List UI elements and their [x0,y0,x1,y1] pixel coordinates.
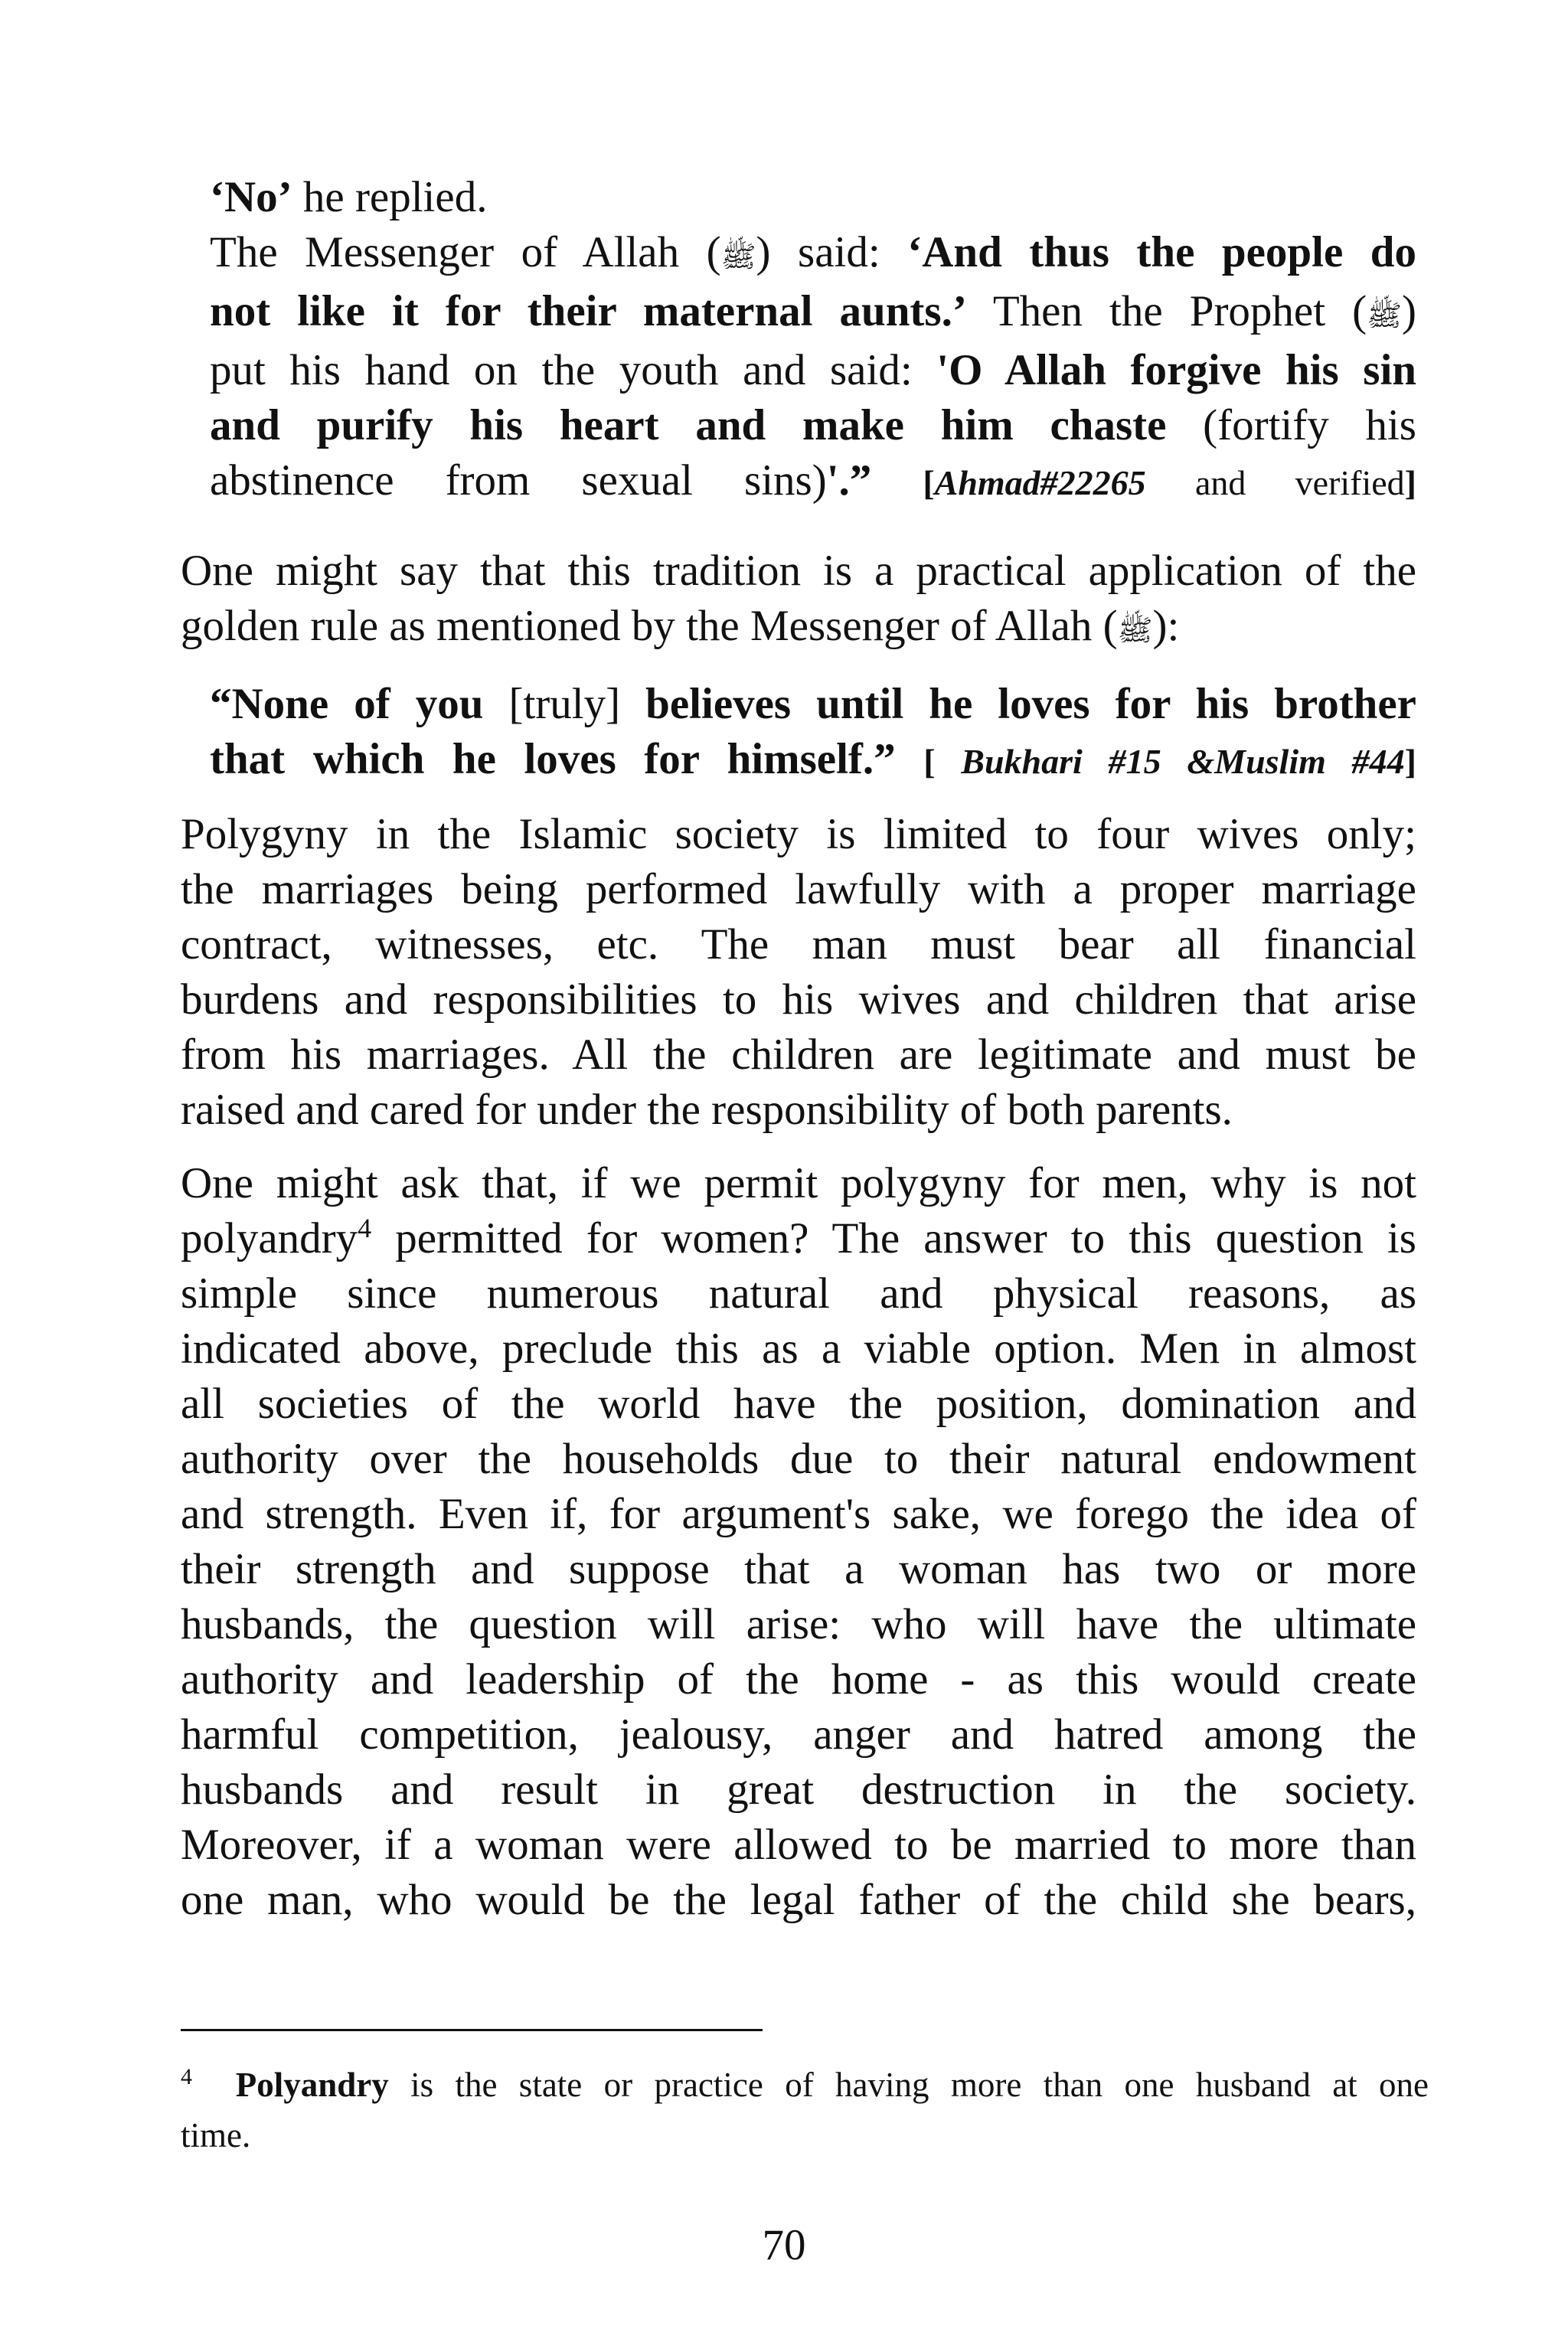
ref-source: Ahmad#22265 [934,462,1146,502]
ref-bracket: ] [1404,462,1416,502]
paragraph-line: authority and leadership of the home - as this would create [181,1655,1416,1704]
paragraph-line: raised and cared for under the responsibility of both parents. [181,1086,1233,1134]
paragraph-line: harmful competition, jealousy, anger and hatred among the [181,1710,1416,1759]
paragraph-line [181,599,1416,658]
quote-bold-text: ‘And thus the people do [907,228,1416,276]
paragraph-line: the marriages being performed lawfully with a proper marriage [181,865,1416,913]
paragraph-text: golden rule as mentioned by the Messenger of Allah ( [181,602,1118,650]
footnote-marker[interactable]: 4 [358,1213,372,1243]
quote-line [210,398,1416,453]
paragraph-line: from his marriages. All the children are legitimate and must be [181,1031,1416,1079]
footnote-text: is the state or practice of having more than one husband at one [388,2066,1429,2104]
paragraph-text: ): [1152,602,1180,650]
quote-bold-text: '.” [826,456,872,505]
paragraph-line: authority over the households due to their natural endowment [181,1435,1416,1483]
ref-bracket: [ [923,462,935,502]
paragraph-line: simple since numerous natural and physical reasons, as [181,1269,1416,1318]
paragraph-line: all societies of the world have the position, domination and [181,1380,1416,1428]
quote-text: put his hand on the youth and said: [210,345,937,394]
pbuh-ligature: ﷺ [1117,612,1153,647]
hadith-bold-text: “None of you [210,680,484,728]
hadith-bold-text: that which he loves for himself.” [210,735,896,783]
paragraph-line: One might say that this tradition is a practical application of the [181,547,1416,595]
hadith-text: [truly] [483,680,646,728]
paragraph-line: indicated above, preclude this as a viable option. Men in almost [181,1325,1416,1373]
paragraph-text: permitted for women? The answer to this question is [371,1214,1416,1263]
hadith-bold-text: believes until he loves for his brother [645,680,1416,728]
reference-citation [923,742,1416,781]
footnote-separator [181,2029,763,2031]
footnote-text: time. [181,2116,251,2154]
footnote [181,2060,1429,2161]
paragraph-line: husbands and result in great destruction in the society. [181,1766,1416,1814]
ref-bracket: ] [1404,742,1416,781]
quote-line [210,453,1416,511]
hadith-line [210,732,1416,789]
quote-line [210,225,1416,284]
quote-bold-text: not like it for their maternal aunts.’ [210,286,967,335]
quote-text: Then the Prophet ( [966,286,1367,335]
quote-bold-text: and purify his heart and make him chaste [210,400,1167,449]
quote-text: (fortify his [1166,400,1416,449]
paragraph-line: and strength. Even if, for argument's sake, we forego the idea of [181,1490,1416,1538]
paragraph-line: one man, who would be the legal father of the child she bears, [181,1876,1416,1924]
hadith-quote [210,677,1416,789]
quote-bold-text: ‘No’ [210,173,292,221]
quote-text: ) [1402,286,1416,335]
paragraph-3 [181,1156,1416,1928]
quote-text: ) said: [756,228,908,276]
footnote-number: 4 [181,2064,192,2089]
paragraph-line: husbands, the question will arise: who will have the ultimate [181,1600,1416,1648]
quote-line [210,284,1416,343]
ref-note: and verified [1145,462,1405,502]
reference-citation [923,463,1416,502]
hadith-line [210,677,1416,732]
pbuh-ligature: ﷺ [720,239,756,273]
quote-block-1 [210,170,1416,511]
page-number: 70 [762,2221,806,2269]
paragraph-text: polyandry [181,1214,358,1263]
ref-source: Bukhari #15 &Muslim #44 [961,742,1405,781]
ref-bracket: [ [923,742,962,781]
paragraph-1 [181,544,1416,658]
paragraph-line [181,1211,1416,1266]
quote-bold-text: 'O Allah forgive his sin [936,345,1416,394]
quote-text: he replied. [292,173,488,221]
footnote-term: Polyandry [235,2066,389,2104]
paragraph-line: Moreover, if a woman were allowed to be married to more than [181,1821,1416,1869]
paragraph-line: Polygyny in the Islamic society is limited to four wives only; [181,810,1416,858]
quote-line [210,170,1416,225]
paragraph-line: their strength and suppose that a woman has two or more [181,1545,1416,1593]
pbuh-ligature: ﷺ [1367,298,1403,332]
paragraph-line: burdens and responsibilities to his wives and children that arise [181,975,1416,1024]
paragraph-2 [181,807,1416,1138]
quote-line [210,343,1416,398]
paragraph-line: One might ask that, if we permit polygyny for men, why is not [181,1159,1416,1207]
quote-text: abstinence from sexual sins) [210,456,827,505]
quote-text: The Messenger of Allah ( [210,228,721,276]
paragraph-line: contract, witnesses, etc. The man must bear all financial [181,920,1416,969]
footnote-line [181,2060,1429,2110]
